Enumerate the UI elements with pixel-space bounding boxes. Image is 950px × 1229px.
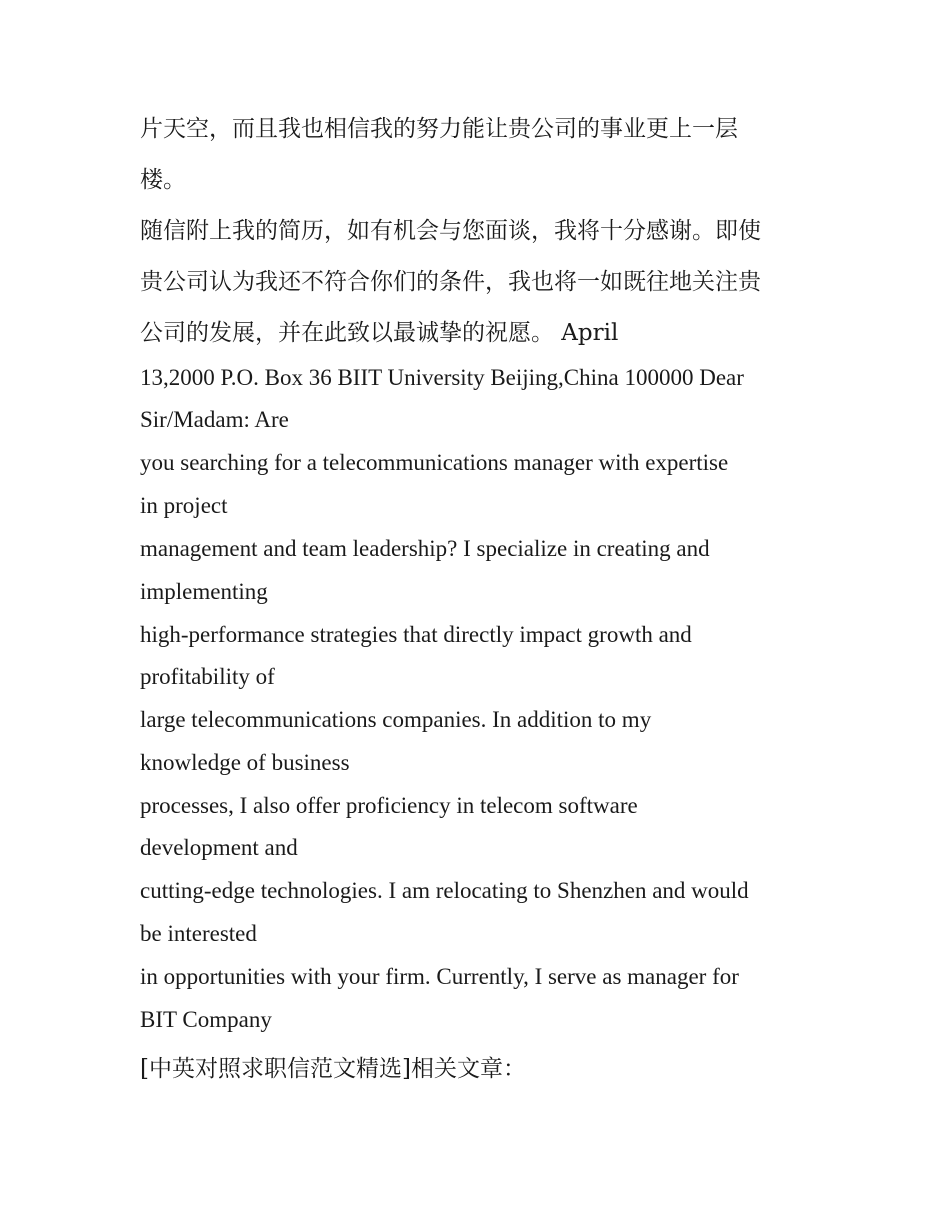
text-line: management and team leadership? I specialize in creating and xyxy=(140,536,710,561)
text-line: implementing xyxy=(140,579,268,604)
text-line: high-performance strategies that directly impact growth and xyxy=(140,622,692,647)
text-line: development and xyxy=(140,835,298,860)
text-line: processes, I also offer proficiency in telecom software xyxy=(140,793,638,818)
text-line: profitability of xyxy=(140,664,275,689)
text-line: 楼。 xyxy=(140,167,186,193)
text-line: be interested xyxy=(140,921,257,946)
text-line: 片天空，而且我也相信我的努力能让贵公司的事业更上一层 xyxy=(140,116,738,142)
text-line: BIT Company xyxy=(140,1007,272,1032)
text-line: knowledge of business xyxy=(140,750,350,775)
text-line: 贵公司认为我还不符合你们的条件，我也将一如既往地关注贵 xyxy=(140,269,761,295)
text-line: Sir/Madam: Are xyxy=(140,407,289,432)
related-articles-heading: [中英对照求职信范文精选]相关文章： xyxy=(140,1056,526,1082)
text-line: cutting-edge technologies. I am relocating to Shenzhen and would xyxy=(140,878,749,903)
text-line: 随信附上我的简历，如有机会与您面谈，我将十分感谢。即使 xyxy=(140,218,761,244)
text-line: in opportunities with your firm. Currently, I serve as manager for xyxy=(140,964,739,989)
text-line: large telecommunications companies. In addition to my xyxy=(140,707,652,732)
text-line: in project xyxy=(140,493,228,518)
text-line: you searching for a telecommunications manager with expertise xyxy=(140,450,729,475)
text-line: 公司的发展，并在此致以最诚挚的祝愿。 April xyxy=(140,320,619,346)
text-line: 13,2000 P.O. Box 36 BIIT University Beijing,China 100000 Dear xyxy=(140,365,744,390)
